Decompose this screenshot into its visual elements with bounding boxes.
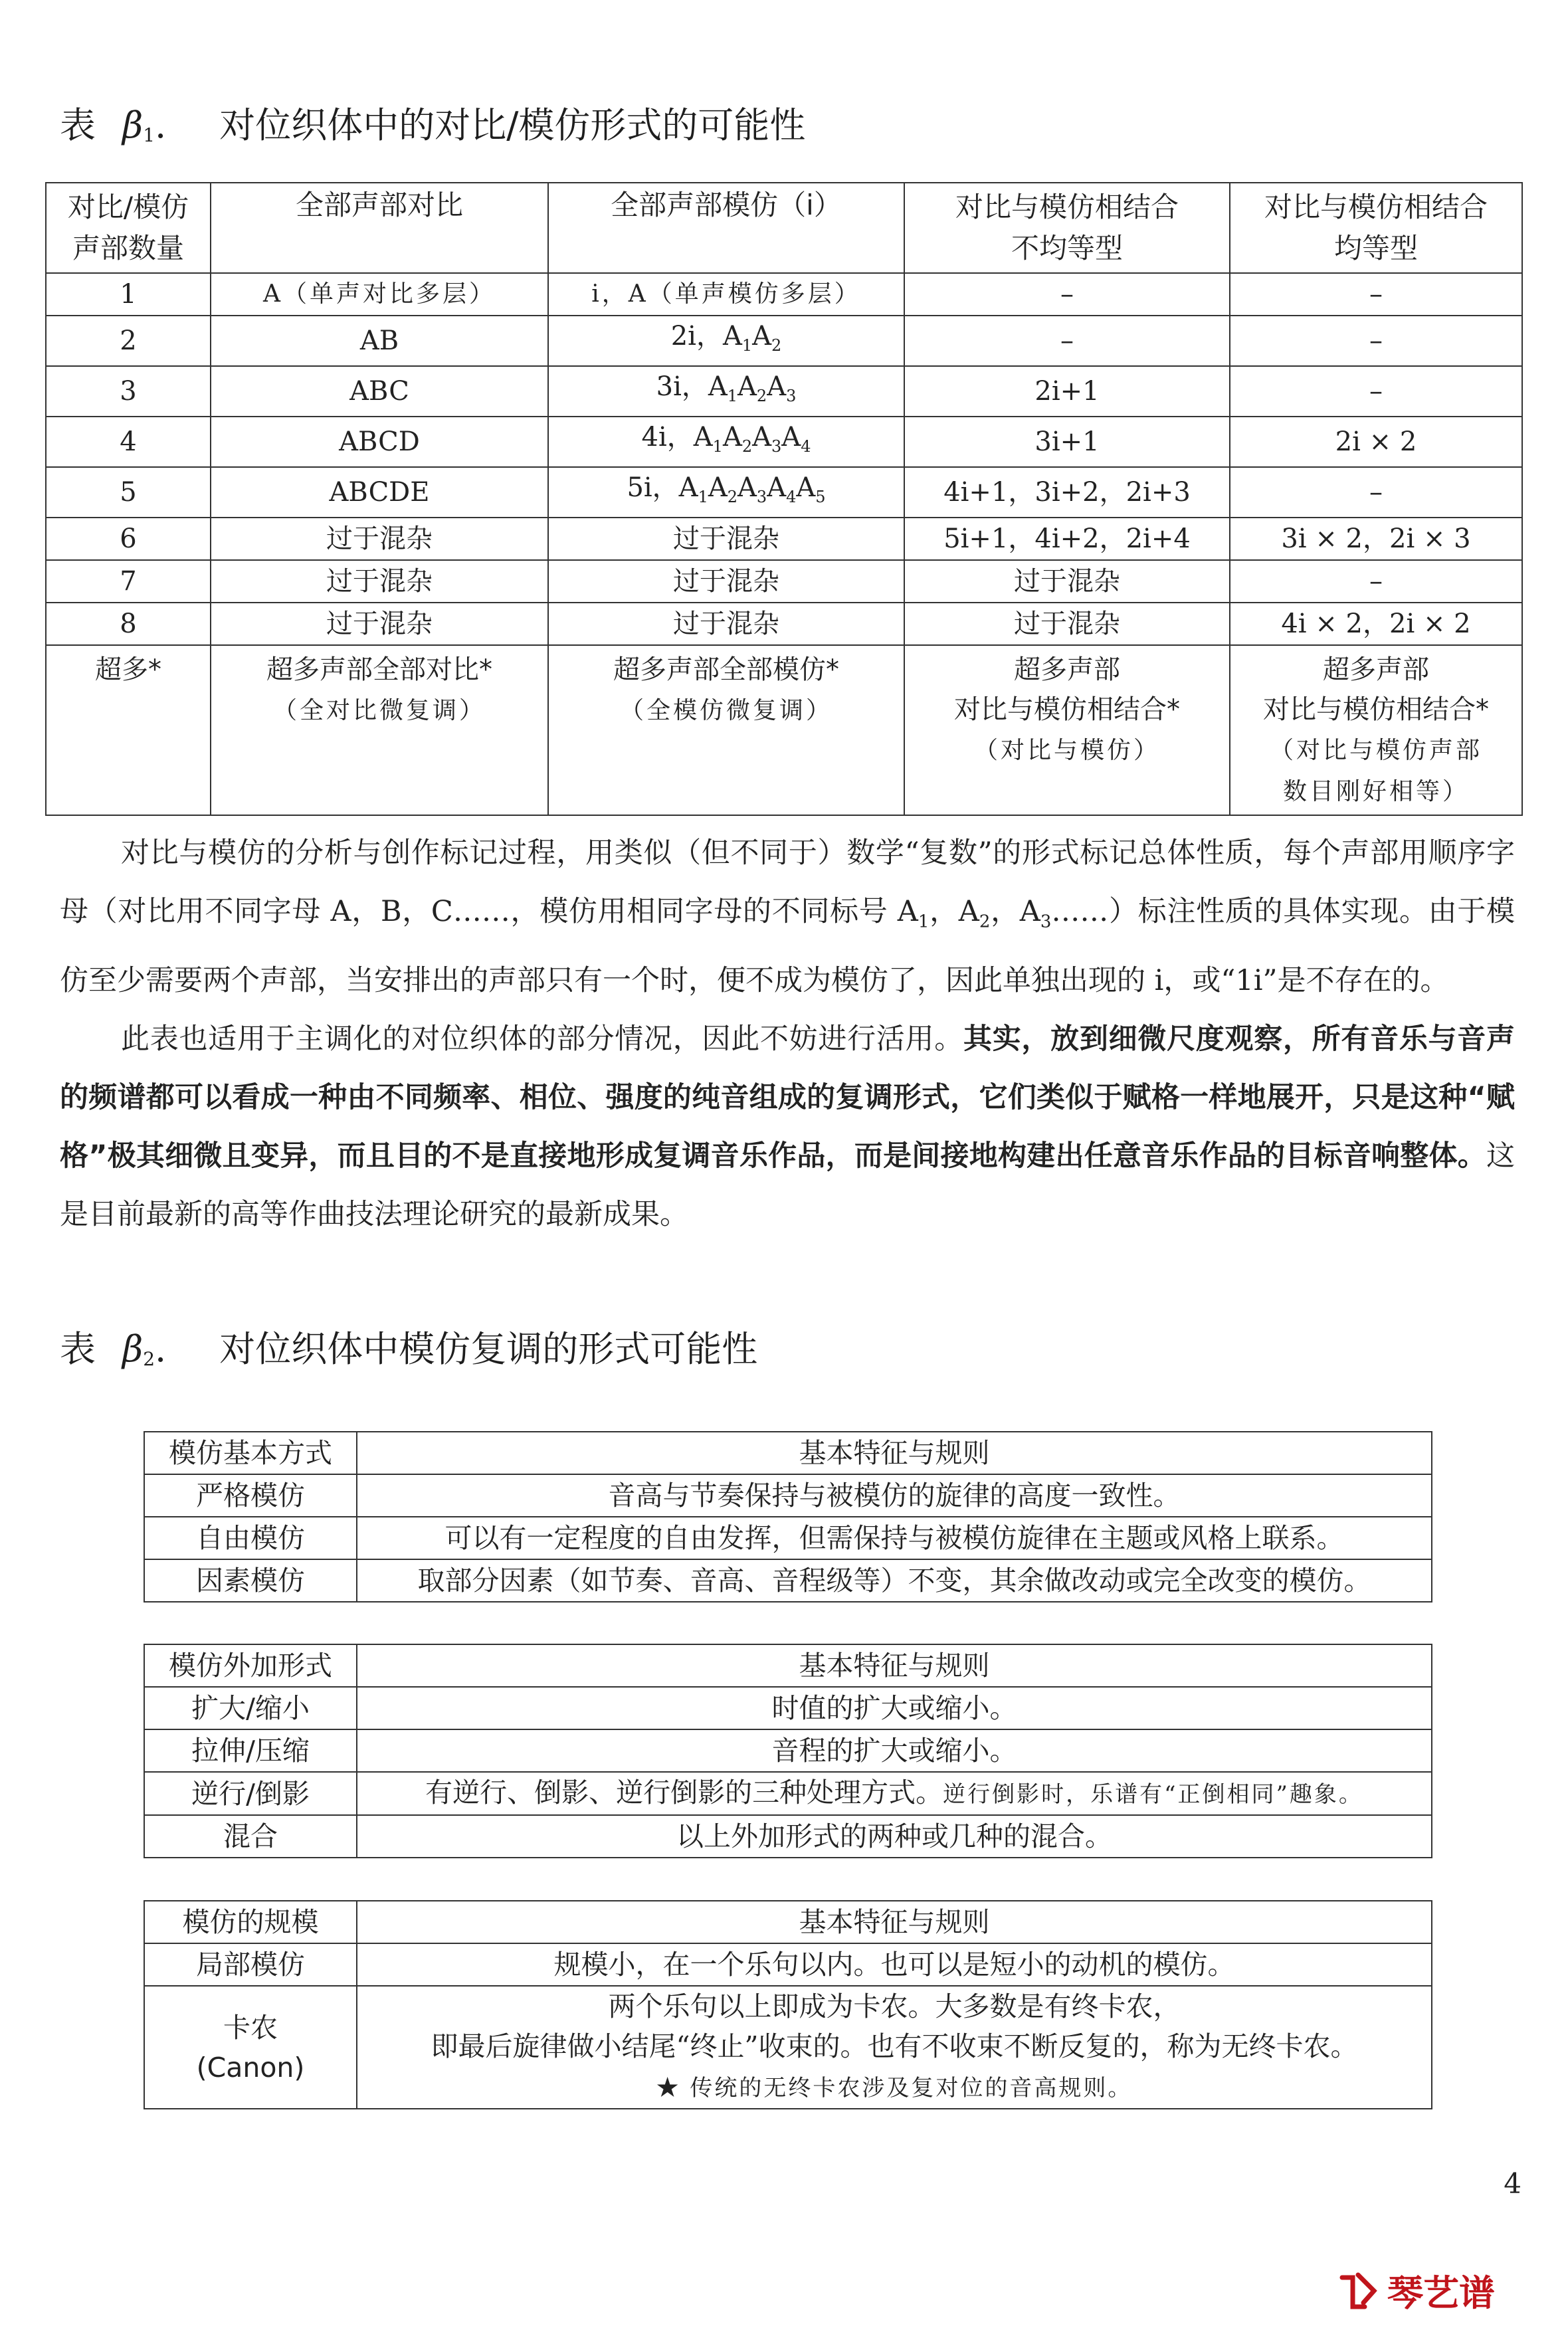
cell: 1: [46, 273, 211, 316]
cell: 过于混杂: [904, 560, 1230, 603]
cell: 卡农 (Canon): [144, 1986, 357, 2109]
cell: ABCDE: [211, 467, 548, 518]
logo-text: 琴艺谱: [1387, 2272, 1495, 2314]
cell: 超多声部 对比与模仿相结合* （对比与模仿声部 数目刚好相等）: [1230, 645, 1522, 815]
cell: 4: [46, 417, 211, 467]
cell: 拉伸/压缩: [144, 1729, 357, 1772]
table-row: [46, 273, 1522, 316]
table-row-canon: [144, 1986, 1432, 2109]
cell: 模仿的规模: [144, 1901, 357, 1943]
table-row: [144, 1729, 1432, 1772]
cell: 7: [46, 560, 211, 603]
qinyipu-logo: [1335, 2264, 1548, 2317]
imitation-basic-table: [144, 1431, 1432, 1602]
table-header-row: [46, 183, 1522, 273]
cell: 过于混杂: [548, 603, 904, 645]
cell: –: [1230, 467, 1522, 518]
cell: 过于混杂: [548, 518, 904, 560]
cell: 6: [46, 518, 211, 560]
table2-label-beta: $\beta_2$.: [122, 1328, 167, 1370]
cell: 4i，$A_1A_2A_3A_4$: [548, 417, 904, 467]
table-row-many-voices: [46, 645, 1522, 815]
table-header-row: [144, 1644, 1432, 1687]
cell: –: [1230, 273, 1522, 316]
cell: 超多声部全部对比* （全对比微复调）: [211, 645, 548, 815]
cell: 逆行/倒影: [144, 1772, 357, 1815]
cell: 以上外加形式的两种或几种的混合。: [357, 1815, 1432, 1858]
cell: 4i+1，3i+2，2i+3: [904, 467, 1230, 518]
cell: 规模小，在一个乐句以内。也可以是短小的动机的模仿。: [357, 1943, 1432, 1986]
table-row: [46, 417, 1522, 467]
table1-title: 对位织体中的对比/模仿形式的可能性: [219, 104, 806, 146]
cell: 基本特征与规则: [357, 1432, 1432, 1474]
cell: 超多声部全部模仿* （全模仿微复调）: [548, 645, 904, 815]
cell: –: [1230, 560, 1522, 603]
cell: 超多声部 对比与模仿相结合* （对比与模仿）: [904, 645, 1230, 815]
table-row: [46, 467, 1522, 518]
table-row: [144, 1815, 1432, 1858]
header-voice-count: 对比/模仿 声部数量: [46, 183, 211, 273]
cell: 8: [46, 603, 211, 645]
paragraph-notation: 对比与模仿的分析与创作标记过程，用类似（但不同于）数学“复数”的形式标记总体性质，每个声部用顺序字母（对比用不同字母 A，B，C……，模仿用相同字母的不同标号 $A_1$，$A_2$，$A_3\dots\dots$）标注性质的具体实现。由于模仿至少需要两个声部，当安排出的声部只有一个时，便不成为模仿了，因此单独出现的 i，或“1i”是不存在的。: [60, 836, 1516, 997]
table-row: [144, 1943, 1432, 1986]
cell: 可以有一定程度的自由发挥，但需保持与被模仿旋律在主题或风格上联系。: [357, 1517, 1432, 1559]
header-all-contrast: 全部声部对比: [211, 183, 548, 273]
table1-label-beta: $\beta_1$.: [122, 104, 167, 146]
cell: 局部模仿: [144, 1943, 357, 1986]
imitation-scale-table: [144, 1900, 1432, 2109]
cell: 取部分因素（如节奏、音高、音程级等）不变，其余做改动或完全改变的模仿。: [357, 1559, 1432, 1602]
cell: 超多*: [46, 645, 211, 815]
paragraph-application: 此表也适用于主调化的对位织体的部分情况，因此不妨进行活用。其实，放到细微尺度观察，所有音乐与音声的频谱都可以看成一种由不同频率、相位、强度的纯音组成的复调形式，它们类似于赋格一样地展开，只是这种“赋格”极其细微且变异，而且目的不是直接地形成复调音乐作品，而是间接地构建出任意音乐作品的目标音响整体。这是目前最新的高等作曲技法理论研究的最新成果。: [60, 1022, 1516, 1231]
cell: 两个乐句以上即成为卡农。大多数是有终卡农， 即最后旋律做小结尾“终止”收束的。也有不收束不断反复的，称为无终卡农。 ★ 传统的无终卡农涉及复对位的音高规则。: [357, 1986, 1432, 2109]
cell: –: [904, 273, 1230, 316]
body-text: [60, 824, 1515, 1244]
cell: –: [1230, 366, 1522, 417]
table-row: [46, 560, 1522, 603]
cell: 扩大/缩小: [144, 1687, 357, 1729]
cell: –: [1230, 316, 1522, 366]
header-combined-unequal: 对比与模仿相结合 不均等型: [904, 183, 1230, 273]
cell: 4i × 2，2i × 2: [1230, 603, 1522, 645]
table-row: [46, 316, 1522, 366]
cell: 2i × 2: [1230, 417, 1522, 467]
table-row: [46, 518, 1522, 560]
cell: 5i+1，4i+2，2i+4: [904, 518, 1230, 560]
cell: 音程的扩大或缩小。: [357, 1729, 1432, 1772]
header-all-imitation: 全部声部模仿（i）: [548, 183, 904, 273]
cell: 3i，$A_1A_2A_3$: [548, 366, 904, 417]
table2-heading: [60, 1321, 757, 1372]
cell: 3: [46, 366, 211, 417]
cell: 基本特征与规则: [357, 1901, 1432, 1943]
cell: 严格模仿: [144, 1474, 357, 1517]
cell: 音高与节奏保持与被模仿的旋律的高度一致性。: [357, 1474, 1432, 1517]
cell: i，A（单声模仿多层）: [548, 273, 904, 316]
table2-label-prefix: 表: [60, 1328, 96, 1370]
cell: 过于混杂: [904, 603, 1230, 645]
cell: 2: [46, 316, 211, 366]
table2-title: 对位织体中模仿复调的形式可能性: [219, 1328, 758, 1370]
cell: AB: [211, 316, 548, 366]
cell: A（单声对比多层）: [211, 273, 548, 316]
header-combined-equal: 对比与模仿相结合 均等型: [1230, 183, 1522, 273]
cell: ABC: [211, 366, 548, 417]
cell: 模仿基本方式: [144, 1432, 357, 1474]
imitation-extra-table: [144, 1644, 1432, 1858]
table-row: [144, 1474, 1432, 1517]
table-row: [46, 366, 1522, 417]
table-header-row: [144, 1432, 1432, 1474]
cell: 自由模仿: [144, 1517, 357, 1559]
cell: 过于混杂: [211, 603, 548, 645]
voice-count-table: [45, 182, 1523, 816]
cell: 3i+1: [904, 417, 1230, 467]
cell: 时值的扩大或缩小。: [357, 1687, 1432, 1729]
table-row: [144, 1517, 1432, 1559]
table-row: [144, 1772, 1432, 1815]
cell: 有逆行、倒影、逆行倒影的三种处理方式。逆行倒影时，乐谱有“正倒相同”趣象。: [357, 1772, 1432, 1815]
cell: 5i，$A_1A_2A_3A_4A_5$: [548, 467, 904, 518]
cell: 过于混杂: [211, 518, 548, 560]
table1-label-prefix: 表: [60, 104, 96, 146]
cell: 2i+1: [904, 366, 1230, 417]
table-row: [144, 1559, 1432, 1602]
page-number: 4: [1504, 2167, 1521, 2200]
cell: 2i，$A_1A_2$: [548, 316, 904, 366]
cell: ABCD: [211, 417, 548, 467]
cell: 因素模仿: [144, 1559, 357, 1602]
cell: 3i × 2，2i × 3: [1230, 518, 1522, 560]
cell: –: [904, 316, 1230, 366]
cell: 过于混杂: [548, 560, 904, 603]
cell: 模仿外加形式: [144, 1644, 357, 1687]
cell: 基本特征与规则: [357, 1644, 1432, 1687]
table-row: [46, 603, 1522, 645]
table-row: [144, 1687, 1432, 1729]
cell: 混合: [144, 1815, 357, 1858]
cell: 过于混杂: [211, 560, 548, 603]
cell: 5: [46, 467, 211, 518]
table1-heading: [60, 97, 805, 148]
table-header-row: [144, 1901, 1432, 1943]
